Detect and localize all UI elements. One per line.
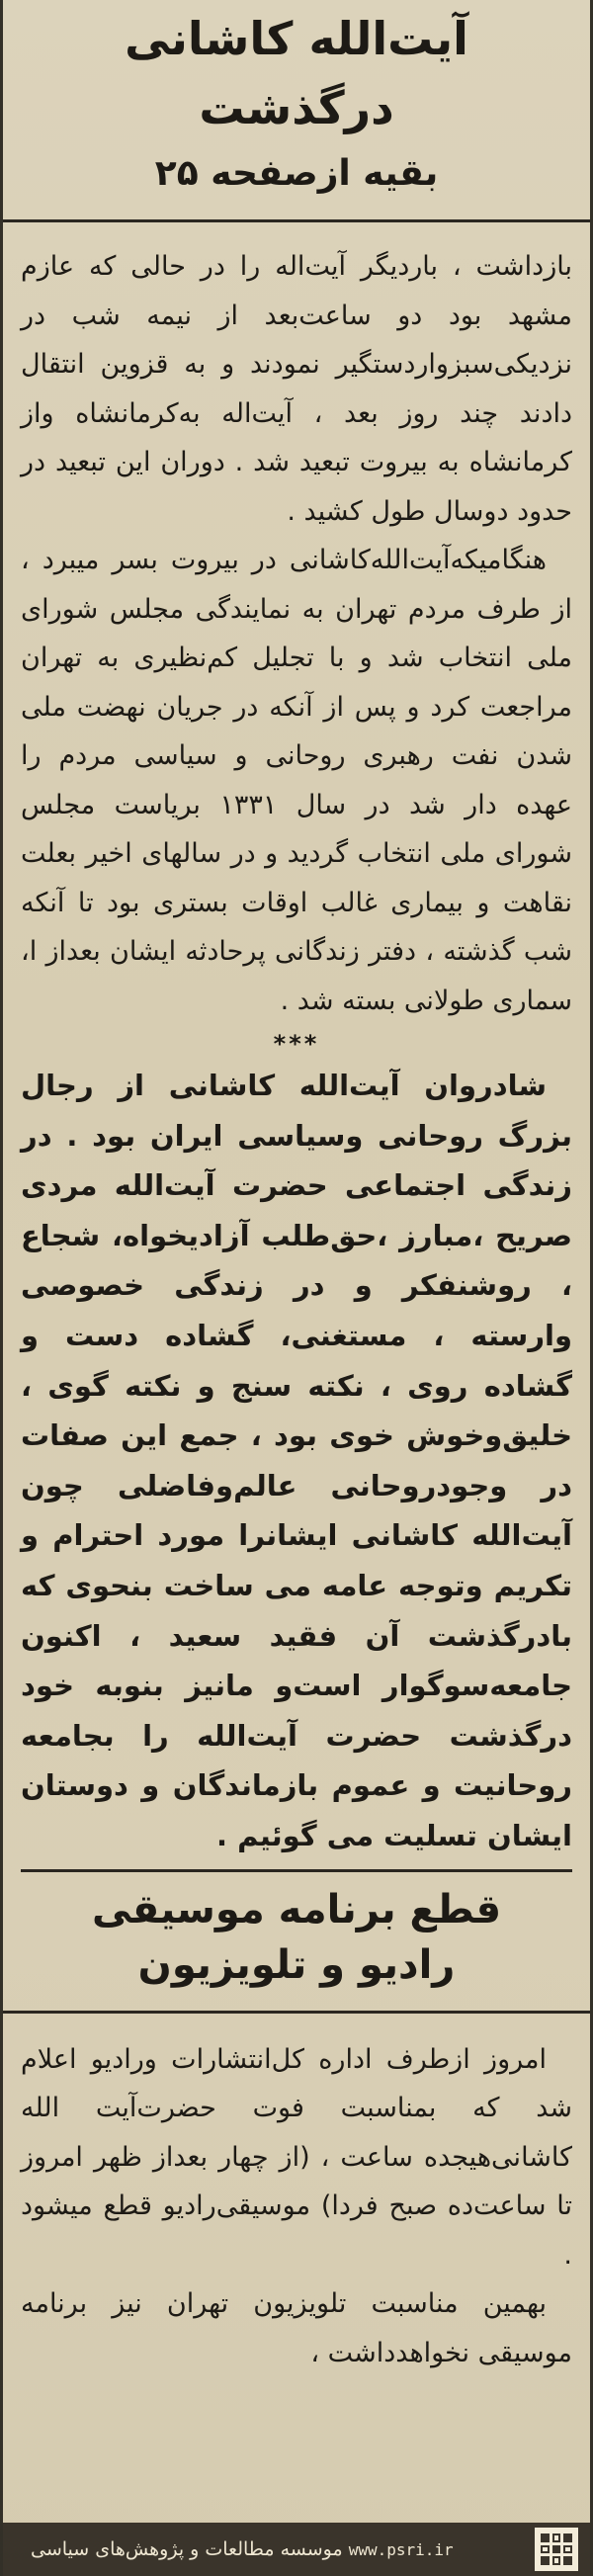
continuation-note: بقیه ازصفحه ۲۵ — [3, 142, 590, 222]
section-paragraph-1: امروز ازطرف اداره کل‌انتشارات ورادیو اعلام شد که بمناسبت فوت حضرت‌آیت الله کاشانی‌هیجده ساعت ، (از چهار بعداز ظهر امروز تا ساعت‌ده صبح فردا) موسیقی‌رادیو قطع میشود . — [21, 2043, 572, 2271]
article-body — [3, 222, 590, 1861]
article-paragraph-1: بازداشت ، باردیگر آیت‌اله را در حالی که عازم مشهد بود دو ساعت‌بعد از نیمه شب در نزدیکی‌سبزواردستگیر نمودند و به قزوین انتقال دادند چند روز بعد ، آیت‌اله به‌کرمانشاه واز کرمانشاه به بیروت تبعید شد . دوران این تبعید در حدود دوسال طول کشید . — [21, 251, 572, 527]
archive-logo-icon — [535, 2528, 578, 2571]
watermark-url: www.psri.ir — [348, 2539, 454, 2559]
section-body — [3, 2014, 590, 2447]
archive-watermark — [15, 2537, 535, 2562]
paragraph-separator: *** — [273, 1030, 320, 1058]
article-paragraph-bold: شادروان آیت‌الله کاشانی از رجال بزرگ روحانی وسیاسی ایران بود . در زندگی اجتماعی حضرت آیت‌الله مردی صریح ،مبارز ،حق‌طلب آزادیخواه، شجاع ، روشنفکر و در زندگی خصوصی وارسته ، مستغنی، گشاده دست و گشاده روی ، نکته سنج و نکته گوی ، خلیق‌وخوش خوی بود ، جمع این صفات در وجودروحانی عالم‌وفاضلی چون آیت‌الله کاشانی ایشانرا مورد احترام و تکریم وتوجه عامه می ساخت بنحوی که بادرگذشت آن فقید سعید ، اکنون جامعه‌سوگوار است‌و مانیز بنوبه خود درگذشت حضرت آیت‌الله را بجامعه روحانیت و عموم بازماندگان و دوستان ایشان تسلیت می گوئیم . — [21, 1069, 572, 1852]
watermark-text: موسسه مطالعات و پژوهش‌های سیاسی — [31, 2537, 343, 2560]
article-paragraph-2: هنگامیکه‌آیت‌الله‌کاشانی در بیروت بسر میبرد ، از طرف مردم تهران به نمایندگی مجلس شورای ملی انتخاب شد و با تجلیل کم‌نظیری به تهران مراجعت کرد و پس از آنکه در جریان نهضت ملی شدن نفت رهبری روحانی و سیاسی مردم را عهده دار شد در سال ۱۳۳۱ بریاست مجلس شورای ملی انتخاب گردید و در سالهای اخیر بعلت نقاهت و بیماری غالب اوقات بستری بود تا آنکه شب گذشته ، دفتر زندگانی پرحادثه ایشان بعداز ا‌، سماری طولانی بسته شد . — [21, 545, 572, 1016]
section-paragraph-2: بهمین مناسبت تلویزیون تهران نیز برنامه موسیقی نخواهدداشت ، — [21, 2288, 572, 2368]
archive-watermark-strip — [3, 2523, 590, 2576]
section-title-line-2: رادیو و تلویزیون — [3, 1937, 590, 2014]
headline: آیت‌الله کاشانی درگذشت — [125, 12, 468, 134]
section-title-line-1: قطع برنامه موسیقی — [91, 1886, 502, 1932]
